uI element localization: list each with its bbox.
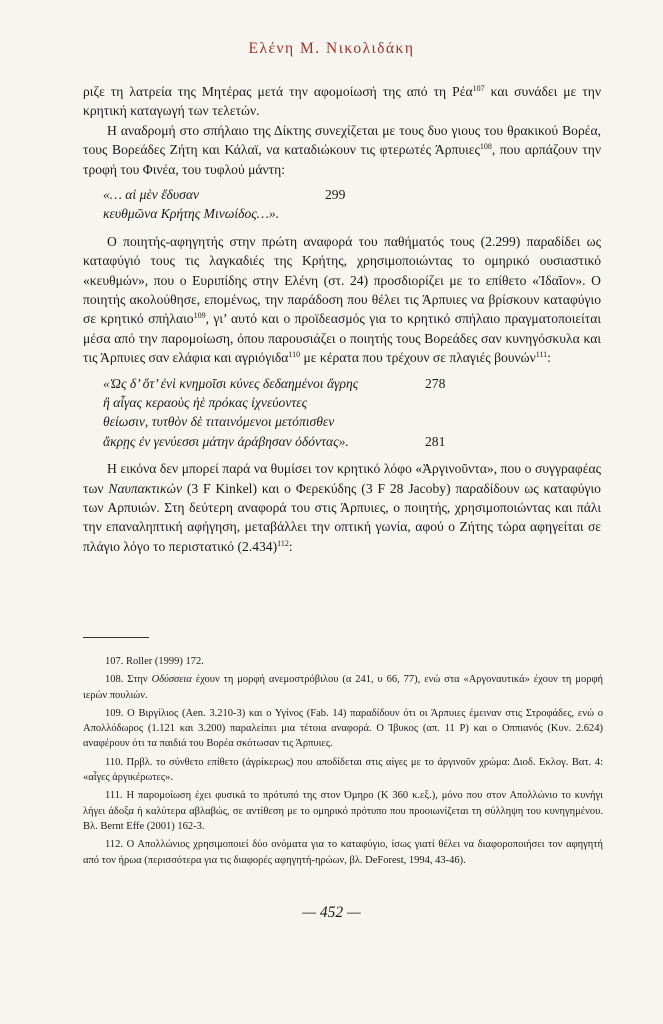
work-title: Οδύσσεια [151, 674, 192, 686]
page-number: — 452 — [302, 904, 361, 921]
footnote-ref-107[interactable]: 107 [472, 84, 485, 93]
line-number: 281 [425, 433, 446, 449]
footnote-text: 111. Η παρομοίωση έχει φυσικά το πρότυπό της στον Όμηρο (Κ 360 κ.εξ.), μόνο που στον Απολλώνιο το κυνήγι λήγει άδοξα ή καλύτερα αβλαβώς, σε αντίθεση με το ομηρικό πρότυπο που προοιωνίζεται τη σύλληψη του κυνηγημένου. Βλ. Bernt Effe (2001) 162-3. [83, 790, 603, 832]
verse-line [103, 393, 601, 412]
text-run: ριζε τη λατρεία της Μητέρας μετά την αφομοίωσή της από τη Ρέα [83, 84, 473, 99]
footnote-109 [83, 706, 603, 752]
text-run: , που αρπάζουν την τροφή του Φινέα, του τυφλού μάντη: [83, 142, 601, 177]
footnote-ref-109[interactable]: 109 [193, 311, 206, 321]
footnote-112 [83, 837, 603, 868]
verse-quote-2 [103, 374, 601, 452]
footnote-text: 112. Ο Απολλώνιος χρησιμοποιεί δύο ονόματα για το καταφύγιο, ίσως γιατί θέλει να διαφοροποιήσει τον αφηγητή από τον ήρωα (περισσότερα για τις διαφορές αφηγητή-ηρώων, βλ. DeForest, 1994, 43-46). [83, 839, 603, 866]
footnote-text: 108. Στην [105, 674, 152, 686]
footnote-ref-110[interactable]: 110 [288, 350, 301, 360]
text-run: και συνάδει με την κρητική καταγωγή των τελετών. [83, 84, 601, 119]
line-number: 278 [425, 375, 446, 391]
work-title: Ναυπακτικών [108, 480, 183, 496]
verse-line [103, 374, 601, 393]
verse-line [103, 432, 601, 451]
running-head: Ελένη Μ. Νικολιδάκη [248, 40, 415, 57]
paragraph-1 [83, 82, 601, 121]
text-run: Ο ποιητής-αφηγητής στην πρώτη αναφορά του παθήματός τους (2.299) παραδίδει ως καταφύγιό τους τις λαγκαδιές της Κρήτης, χρησιμοποιώντας το ομηρικό ουσιαστικό «κευθμών», που ο Ευριπίδης στην Ελένη (στ. 24) προσδιορίζει με το επίθετο «Ἰδαῖον». Ο ποιητής ακολούθησε, επομένως, την παράδοση που θέλει τις Άρπυιες να βρίσκουν καταφύγιο σε κρητικό σπήλαιο [83, 233, 601, 327]
verse-text: ἄκρῃς ἐν γενύεσσι μάτην ἀράβησαν ὀδόντας». [103, 433, 349, 449]
footnote-110 [83, 755, 603, 786]
footnote-111 [83, 788, 603, 834]
verse-line [103, 412, 601, 431]
verse-text: «… αἱ μὲν ἔδυσαν [103, 187, 199, 203]
paragraph-3 [83, 232, 601, 368]
footnote-divider [83, 637, 149, 638]
verse-text: ἢ αἶγας κεραοὺς ἠὲ πρόκας ἰχνεύοντες [103, 395, 308, 411]
paragraph-2 [83, 121, 601, 179]
footnote-text: 110. Πρβλ. το σύνθετο επίθετο (ἀγρίκερως) που αποδίδεται στις αίγες με το ἀργινοῦν χρώμα: Διοδ. Εκλογ. Βατ. 4: «αἶγες ἀργικέρωτες». [83, 756, 603, 784]
verse-line [103, 185, 601, 204]
verse-text: θείωσιν, τυτθὸν δὲ τιταινόμενοι μετόπισθεν [103, 414, 335, 430]
text-run: με κέρατα που τρέχουν σε πλαγιές βουνών [300, 350, 536, 366]
text-run: , γι’ αυτό και ο προϊδεασμός για το κρητικό σπήλαιο πραγματοποιείται μέσα από την παρομοίωση, όπου παρουσιάζει ο ποιητής τους Βορεάδες σαν κυνηγόσκυλα και τις Άρπυιες σαν ελάφια και αγριόγιδα [83, 311, 601, 366]
verse-quote-1 [103, 185, 601, 224]
footnote-108 [83, 672, 603, 703]
text-run: : [547, 350, 551, 366]
footnote-ref-108[interactable]: 108 [479, 142, 492, 152]
footnote-text: 109. Ο Βιργίλιος (Aen. 3.210-3) και ο Υγίνος (Fab. 14) παραδίδουν ότι οι Άρπυιες έμειναν στις Στροφάδες, ενώ ο Απολλόδωρος (1.121 και 3.200) παραλείπει μια τέτοια αναφορά. Ο Ίβυκος (απ. 11 P) και ο Οππιανός (Κυν. 2.624) αναφέρουν ότι τα παιδιά του Βορέα σκότωσαν τις Άρπυιες. [83, 707, 603, 750]
verse-line [103, 204, 601, 223]
main-text [83, 82, 601, 556]
verse-text: «Ὡς δ’ ὅτ’ ἐνὶ κνημοῖσι κύνες δεδαημένοι ἄγρης [103, 375, 359, 391]
paragraph-4 [83, 459, 601, 556]
text-run: (3 F Kinkel) και ο Φερεκύδης (3 F 28 Jacoby) παραδίδουν ως καταφύγιο των Αρπυιών. Στη δεύτερη αναφορά του στις Άρπυιες, ο ποιητής, χρησιμοποιώντας και πάλι την επαναληπτική αφήγηση, μεταβάλλει την οπτική γωνία, αφού ο Ζήτης τώρα αφηγείται σε πλάγιο λόγο το περιστατικό (2.434) [83, 480, 601, 554]
footnote-text: 107. Roller (1999) 172. [105, 656, 204, 667]
footnote-ref-112[interactable]: 112 [277, 538, 289, 548]
text-run: Η αναδρομή στο σπήλαιο της Δίκτης συνεχίζεται με τους δυο γιους του θρακικού Βορέα, τους Βορεάδες Ζήτη και Κάλαϊ, να καταδιώκουν τις φτερωτές Άρπυιες [83, 122, 601, 158]
text-run: Η εικόνα δεν μπορεί παρά να θυμίσει τον κρητικό λόφο «Ἀργινοῦντα», που ο συγγραφέας των [83, 461, 601, 496]
footnotes [83, 654, 603, 871]
footnote-107 [83, 654, 603, 669]
footnote-text: έχουν τη μορφή ανεμοστρόβιλου (α 241, υ 66, 77), ενώ στα «Αργοναυτικά» έχουν τη μορφή ιερών πουλιών. [83, 674, 603, 701]
text-run: : [288, 538, 293, 554]
verse-text: κευθμῶνα Κρήτης Μινωίδος…». [103, 206, 280, 222]
footnote-ref-111[interactable]: 111 [535, 350, 548, 360]
line-number: 299 [325, 187, 346, 203]
